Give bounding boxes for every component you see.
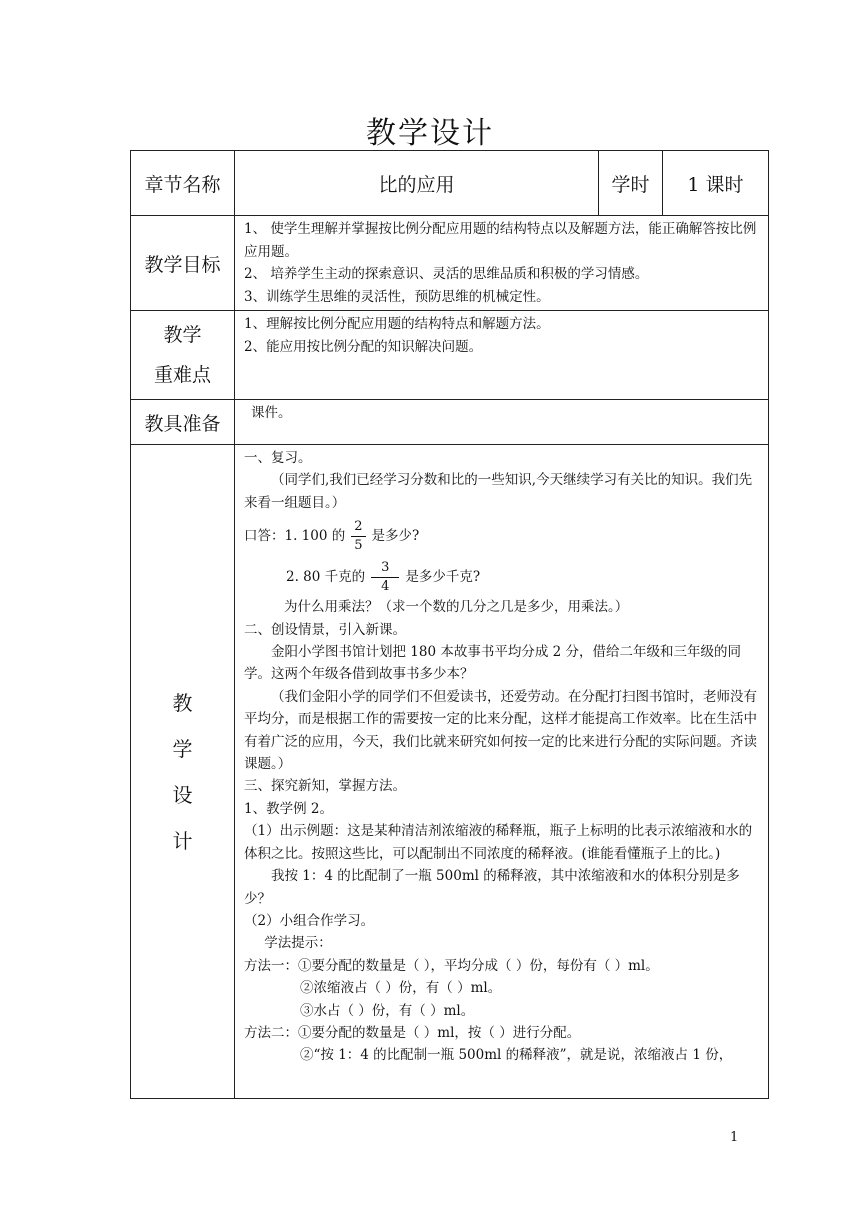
fraction-denominator: 5 <box>354 538 363 554</box>
objectives-label: 教学目标 <box>131 216 235 311</box>
key-point-item: 1、理解按比例分配应用题的结构特点和解题方法。 <box>244 316 550 332</box>
objectives-content <box>235 216 769 311</box>
fraction-3-4 <box>371 559 399 596</box>
objective-item: 2、 培养学生主动的探索意识、灵活的思维品质和积极的学习情感。 <box>244 266 649 282</box>
document-title: 教学设计 <box>366 116 494 151</box>
review-heading: 一、复习。 <box>244 450 312 466</box>
chapter-label: 章节名称 <box>131 151 235 216</box>
fraction-numerator: 3 <box>371 559 399 578</box>
oral-question-1 <box>244 518 762 555</box>
example-problem: 我按 1：4 的比配制了一瓶 500ml 的稀释液，其中浓缩液和水的体积分别是多少？ <box>244 868 740 907</box>
materials-row <box>131 400 769 445</box>
design-content <box>235 445 769 1099</box>
q1-suffix: 是多少? <box>371 528 420 545</box>
oral-question-2 <box>244 559 762 596</box>
section-2-heading: 二、创设情景，引入新课。 <box>244 621 406 638</box>
hours-label: 学时 <box>599 151 663 216</box>
example-show: （1）出示例题：这是某种清洁剂浓缩液的稀释瓶，瓶子上标明的比表示浓缩液和水的体积之比。按照这些比，可以配制出不同浓度的稀释液。(谁能看懂瓶子上的比。) <box>244 823 753 862</box>
q1-prefix: 口答：1. 100 的 <box>244 528 346 545</box>
objective-item: 1、 使学生理解并掌握按比例分配应用题的结构特点以及解题方法，能正确解答按比例应用题。 <box>244 221 757 260</box>
method-1-step-3: ③水占（ ）份，有（ ）ml。 <box>300 1002 475 1019</box>
review-intro: （同学们,我们已经学习分数和比的一些知识,今天继续学习有关比的知识。我们先来看一组题目。） <box>244 472 753 511</box>
method-1-step-2: ②浓缩液占（ ）份，有（ ）ml。 <box>300 980 502 997</box>
why-multiply: 为什么用乘法？（求一个数的几分之几是多少，用乘法。） <box>284 599 629 616</box>
key-points-label-line1: 教学 <box>163 324 202 346</box>
fraction-denominator: 4 <box>381 579 390 595</box>
group-work: （2）小组合作学习。 <box>244 912 375 929</box>
section-3-heading: 三、探究新知，掌握方法。 <box>244 778 406 795</box>
design-label-char: 设 <box>172 782 193 807</box>
method-2-step-1: 方法二：①要分配的数量是（ ）ml，按（ ）进行分配。 <box>244 1024 581 1041</box>
q2-prefix: 2. 80 千克的 <box>286 569 366 586</box>
design-label-char: 学 <box>172 736 193 761</box>
method-hint: 学法提示： <box>264 935 332 952</box>
q2-suffix: 是多少千克? <box>405 569 481 586</box>
design-label-char: 计 <box>172 828 193 853</box>
example-heading: 1、教学例 2。 <box>244 800 333 817</box>
design-label <box>131 445 235 1099</box>
story-explanation: （我们金阳小学的同学们不但爱读书，还爱劳动。在分配打扫图书馆时，老师没有平均分，而是根据工作的需要按一定的比来分配，这样才能提高工作效率。比在生活中有着广泛的应用，今天，我们比就来研究如何按一定的比来进行分配的实际问题。齐读课题。） <box>244 688 757 773</box>
fraction-numerator: 2 <box>351 518 365 537</box>
materials-label: 教具准备 <box>131 400 235 445</box>
chapter-value: 比的应用 <box>235 151 599 216</box>
design-row <box>131 445 769 1099</box>
objectives-row <box>131 216 769 311</box>
page-number: 1 <box>730 1130 739 1145</box>
key-points-label-line2: 重难点 <box>153 364 211 386</box>
fraction-2-5 <box>351 518 365 555</box>
design-label-char: 教 <box>172 690 193 715</box>
materials-value: 课件。 <box>235 400 769 445</box>
objective-item: 3、训练学生思维的灵活性，预防思维的机械定性。 <box>244 288 550 305</box>
key-points-label <box>131 311 235 400</box>
story-problem: 金阳小学图书馆计划把 180 本故事书平均分成 2 分，借给二年级和三年级的同学。这两个年级各借到故事书多少本？ <box>244 644 742 683</box>
hours-value: 1 课时 <box>663 151 769 216</box>
method-2-step-2: ②“按 1：4 的比配制一瓶 500ml 的稀释液”，就是说，浓缩液占 1 份， <box>300 1047 733 1064</box>
key-point-item: 2、能应用按比例分配的知识解决问题。 <box>244 338 483 355</box>
method-1-step-1: 方法一：①要分配的数量是（ ），平均分成（ ）份，每份有（ ）ml。 <box>244 957 659 974</box>
chapter-row <box>131 151 769 216</box>
lesson-plan-table <box>130 150 769 1099</box>
key-points-row <box>131 311 769 400</box>
key-points-content <box>235 311 769 400</box>
